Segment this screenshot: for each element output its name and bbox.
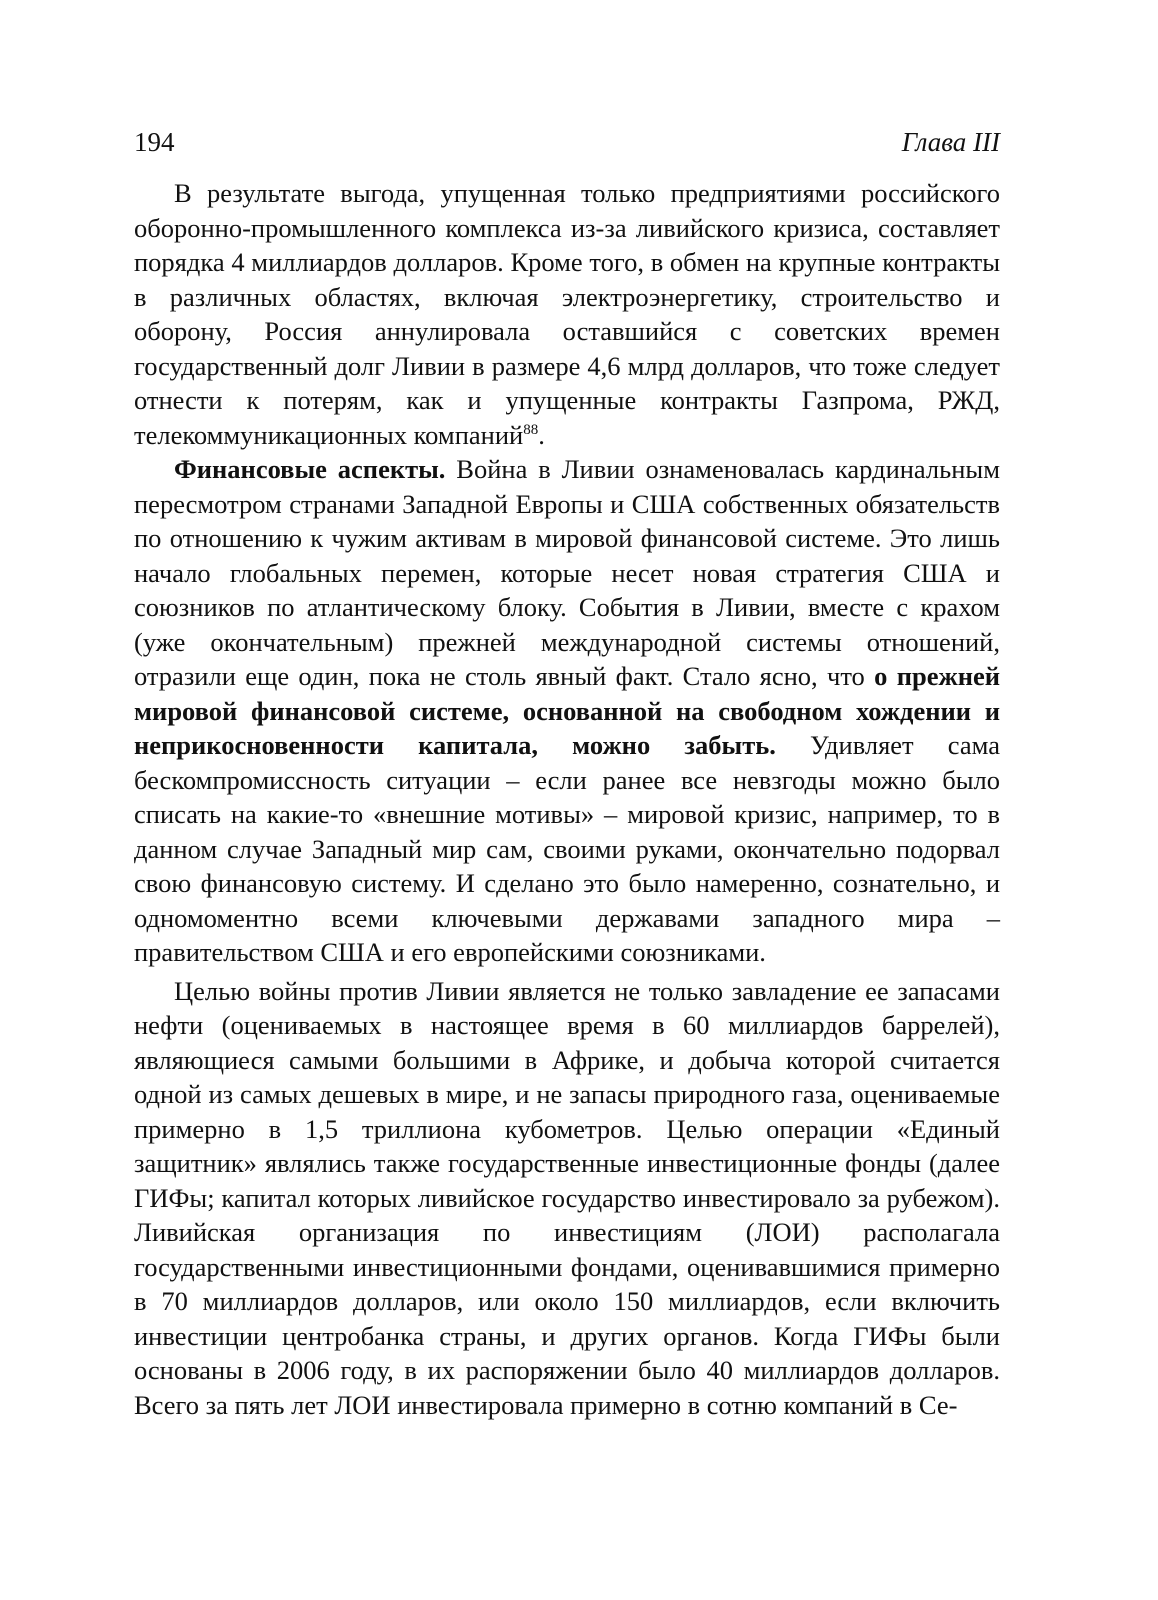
paragraph-2 xyxy=(134,452,1000,970)
body-text xyxy=(134,176,1000,1422)
paragraph-1-end: . xyxy=(538,419,545,450)
running-head xyxy=(134,122,1000,174)
paragraph-3-text: Целью войны против Ливии является не только завладение ее запасами нефти (оцениваемых в настоящее время в 60 миллиардов баррелей), являющиеся самыми большими в Африке, и добыча которой считается одной из самых дешевых в мире, и не запасы природного газа, оцениваемые примерно в 1,5 триллиона кубометров. Целью операции «Единый защитник» являлись также государственные инвестиционные фонды (далее ГИФы; капитал которых ливийское государство инвестировало за рубежом). Ливийская организация по инвестициям (ЛОИ) располагала государственными инвестиционными фондами, оценивавшимися примерно в 70 миллиардов долларов, или около 150 миллиардов, если включить инвестиции центробанка страны, и других органов. Когда ГИФы были основаны в 2006 году, в их распоряжении было 40 миллиардов долларов. Всего за пять лет ЛОИ инвестировала примерно в сотню компаний в Се- xyxy=(134,975,1000,1420)
footnote-ref: 88 xyxy=(523,421,539,438)
book-page xyxy=(134,122,1000,1422)
paragraph-1-text: В результате выгода, упущенная только предприятиями российского оборонно-промышленного комплекса из-за ливийского кризиса, составляет порядка 4 миллиардов долларов. Кроме того, в обмен на крупные контракты в различных областях, включая электроэнергетику, строительство и оборону, Россия аннулировала оставшийся с советских времен государственный долг Ливии в размере 4,6 млрд долларов, что тоже следует отнести к потерям, как и упущенные контракты Газпрома, РЖД, телекоммуникационных компаний xyxy=(134,178,1000,450)
paragraph-2-text-1: Война в Ливии ознаменовалась кардинальным пересмотром странами Западной Европы и США собственных обязательств по отношению к чужим активам в мировой финансовой системе. Это лишь начало глобальных перемен, которые несет новая стратегия США и союзников по атлантическому блоку. События в Ливии, вместе с крахом (уже окончательным) прежней международной системы отношений, отразили еще один, пока не столь явный факт. Стало ясно, что xyxy=(134,454,1000,691)
paragraph-2-text-2: Удивляет сама бескомпромиссность ситуации – если ранее все невзгоды можно было списать на какие-то «внешние мотивы» – мировой кризис, например, то в данном случае Западный мир сам, своими руками, окончательно подорвал свою финансовую систему. И сделано это было намеренно, сознательно, и одномоментно всеми ключевыми державами западного мира – правительством США и его европейскими союзниками. xyxy=(134,730,1000,967)
paragraph-1 xyxy=(134,176,1000,452)
emphasis-text: о прежней мировой финансовой системе, основанной на свободном хождении и неприкосновенности капитала, можно забыть. xyxy=(134,661,1000,760)
paragraph-3 xyxy=(134,974,1000,1423)
page-number: 194 xyxy=(134,127,175,157)
chapter-title: Глава III xyxy=(901,127,1000,157)
section-heading: Финансовые аспекты. xyxy=(174,454,446,484)
